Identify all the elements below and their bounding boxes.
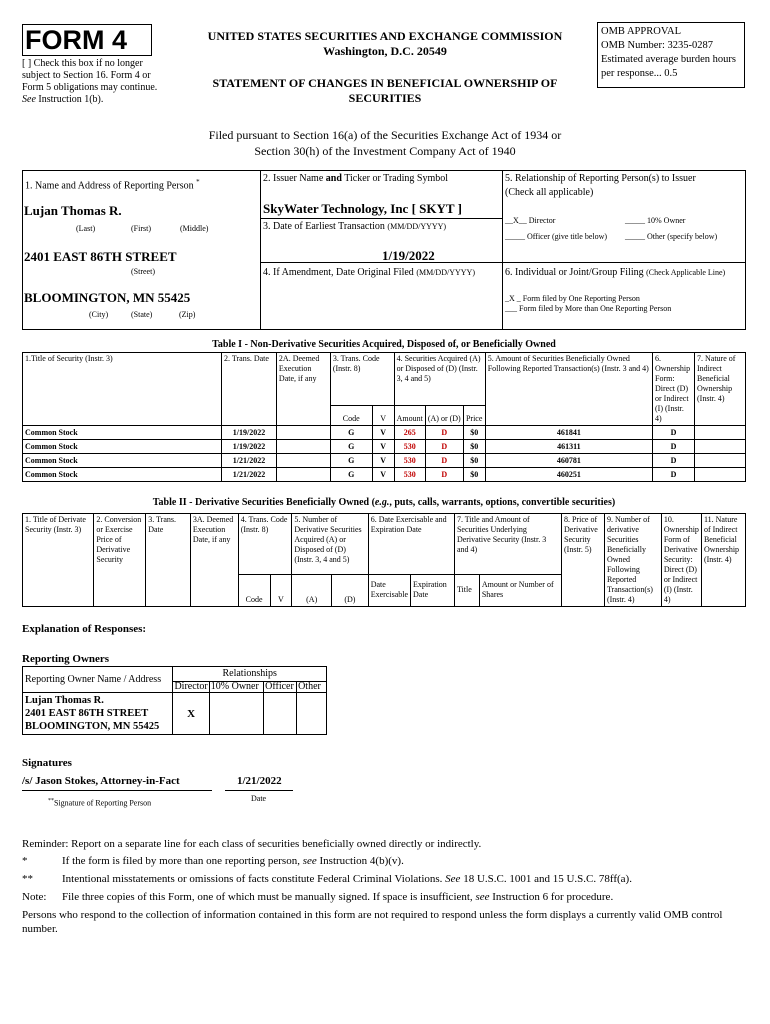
signer-name: /s/ Jason Stokes, Attorney-in-Fact (22, 775, 180, 787)
owner-row-city: BLOOMINGTON, MN 55425 (25, 721, 160, 732)
relationship-label: 5. Relationship of Reporting Person(s) to Issuer (505, 173, 696, 184)
t1-cell-date: 1/21/2022 (222, 454, 277, 468)
t2-code: Code (238, 574, 270, 606)
check-box-text: [ ] Check this box if no longer subject to Section 16. Form 4 or Form 5 obligations may continue. (22, 58, 158, 93)
issuer-value: SkyWater Technology, Inc [ SKYT ] (263, 201, 462, 216)
issuer-label-a: 2. Issuer Name (263, 173, 324, 184)
t1-cell-v: V (372, 454, 394, 468)
owners-heading: Reporting Owners (22, 653, 110, 665)
amend-label-text: 4. If Amendment, Date Original Filed (263, 267, 414, 278)
filed-line-1: Filed pursuant to Section 16(a) of the Securities Exchange Act of 1934 or (208, 128, 562, 142)
t1-cell-code: G (330, 426, 372, 440)
owners-10pct: 10% Owner (209, 682, 263, 693)
t1-h3: 3. Trans. Code (Instr. 8) (330, 353, 394, 406)
t1-cell-empty (276, 454, 330, 468)
filing-check: (Check Applicable Line) (646, 268, 726, 277)
signature-label (48, 796, 151, 809)
t2-title-b: , puts, calls, warrants, options, convertible securities) (389, 497, 616, 508)
owners-table (22, 666, 327, 735)
owner-row-other (297, 693, 327, 735)
t1-h5: 5. Amount of Securities Beneficially Owned Following Reported Transaction(s) (Instr. 3 and 4) (485, 353, 652, 426)
t2-h6: 6. Date Exercisable and Expiration Date (368, 514, 454, 575)
signatures-heading: Signatures (22, 757, 72, 769)
t2-h5: 5. Number of Derivative Securities Acquired (A) or Disposed of (D) (Instr. 3, 4 and 5) (292, 514, 368, 575)
t2-h1: 1. Title of Derivate Security (Instr. 3) (23, 514, 94, 607)
agency-name: UNITED STATES SECURITIES AND EXCHANGE COMMISSION (207, 29, 563, 43)
t1-cell-price: $0 (463, 454, 485, 468)
street-label: (Street) (131, 267, 155, 276)
note-1-see: see (302, 855, 317, 867)
owners-other: Other (297, 682, 327, 693)
t1-cell-title: Common Stock (23, 468, 222, 482)
t1-cell-empty (276, 468, 330, 482)
omb-text (601, 25, 741, 81)
last-label: (Last) (76, 224, 96, 233)
officer-check: _____ Officer (give title below) (505, 232, 608, 241)
issuer-label-and: and (325, 173, 342, 184)
t2-h8: 8. Price of Derivative Security (Instr. 5) (562, 514, 605, 607)
t1-code: Code (330, 405, 372, 425)
note-3-see: see (475, 891, 490, 903)
table1-title: Table I - Non-Derivative Securities Acquired, Disposed of, or Beneficially Owned (212, 339, 556, 350)
t1-cell-form: D (653, 468, 695, 482)
amendment-label (263, 267, 475, 279)
director-check: __X__ Director (505, 216, 556, 225)
state-label: (State) (131, 310, 153, 319)
owners-relationships: Relationships (173, 667, 327, 682)
t2-h10: 10. Ownership Form of Derivative Security: Direct (D) or Indirect (I) (Instr. 4) (661, 514, 701, 607)
t1-cell-empty (276, 426, 330, 440)
t1-cell-title: Common Stock (23, 440, 222, 454)
owner-row-street: 2401 EAST 86TH STREET (25, 708, 149, 719)
owner-row-name: Lujan Thomas R. (25, 695, 104, 706)
t1-cell-ad: D (425, 454, 463, 468)
note-2-see: See (445, 873, 461, 885)
note-2-b: 18 U.S.C. 1001 and 15 U.S.C. 78ff(a). (463, 873, 632, 885)
t1-cell-form: D (653, 454, 695, 468)
note-1-a: If the form is filed by more than one reporting person, (62, 855, 300, 867)
t2-date-ex: Date Exercisable (368, 574, 410, 606)
owner-row-director: X (173, 693, 209, 735)
table-row (23, 468, 746, 482)
note-3-a: File three copies of this Form, one of which must be manually signed. If space is insufficient, (62, 891, 473, 903)
other-check: _____ Other (specify below) (625, 232, 718, 241)
reporter-name: Lujan Thomas R. (24, 203, 122, 218)
t1-cell-ad: D (425, 468, 463, 482)
explanation-heading: Explanation of Responses: (22, 623, 147, 635)
omb-number: OMB Number: 3235-0287 (601, 40, 713, 51)
t1-cell-ad: D (425, 426, 463, 440)
first-label: (First) (131, 224, 151, 233)
table2 (22, 513, 746, 607)
t1-cell-empty (694, 426, 745, 440)
note-2-mark: ** (22, 873, 33, 885)
table2-title (22, 497, 746, 509)
table1 (22, 352, 746, 482)
note-2-a: Intentional misstatements or omissions of facts constitute Federal Criminal Violations. (62, 873, 443, 885)
t1-cell-owned: 460251 (485, 468, 652, 482)
note-2 (62, 873, 632, 885)
owner-row-10pct (209, 693, 263, 735)
t1-h2: 2. Trans. Date (222, 353, 277, 426)
t1-cell-date: 1/19/2022 (222, 440, 277, 454)
t1-cell-v: V (372, 426, 394, 440)
t1-cell-empty (694, 440, 745, 454)
t1-cell-amount: 530 (394, 468, 425, 482)
t2-h4: 4. Trans. Code (Instr. 8) (238, 514, 292, 575)
reminder-note: Reminder: Report on a separate line for each class of securities beneficially owned directly or indirectly. (22, 838, 482, 850)
sig-label-text: Signature of Reporting Person (54, 798, 152, 808)
statement-title: STATEMENT OF CHANGES IN BENEFICIAL OWNERSHIP OF SECURITIES (212, 76, 558, 105)
reporter-city: BLOOMINGTON, MN 55425 (24, 290, 191, 305)
t1-price: Price (463, 405, 485, 425)
asterisk: * (196, 178, 200, 186)
filing-label-text: 6. Individual or Joint/Group Filing (505, 267, 644, 278)
persons-note: Persons who respond to the collection of information contained in this form are not required to respond unless the form displays a currently valid OMB control number. (22, 909, 723, 935)
date-label: Date (251, 794, 267, 803)
t1-amount: Amount (394, 405, 425, 425)
reporter-street: 2401 EAST 86TH STREET (24, 249, 177, 264)
t1-cell-date: 1/19/2022 (222, 426, 277, 440)
t1-cell-form: D (653, 440, 695, 454)
t2-h3a: 3A. Deemed Execution Date, if any (190, 514, 238, 607)
form-title: FORM 4 (25, 25, 128, 55)
t1-aord: (A) or (D) (425, 405, 463, 425)
t1-cell-owned: 461311 (485, 440, 652, 454)
t2-h9: 9. Number of derivative Securities Beneficially Owned Following Reported Transaction(s) (Instr. 4) (604, 514, 661, 607)
t1-cell-empty (276, 440, 330, 454)
table-row (23, 454, 746, 468)
t1-cell-owned: 461841 (485, 426, 652, 440)
note-3-mark: Note: (22, 891, 47, 903)
t1-cell-amount: 265 (394, 426, 425, 440)
t1-h7: 7. Nature of Indirect Beneficial Ownership (Instr. 4) (694, 353, 745, 426)
owner10-check: _____ 10% Owner (625, 216, 686, 225)
table-row (23, 426, 746, 440)
t1-cell-v: V (372, 468, 394, 482)
t1-cell-ad: D (425, 440, 463, 454)
note-1-mark: * (22, 855, 28, 867)
agency-location: Washington, D.C. 20549 (323, 44, 447, 58)
earliest-date-label (263, 221, 446, 233)
form-title-box (22, 24, 152, 56)
t1-cell-code: G (330, 440, 372, 454)
t1-cell-empty (694, 454, 745, 468)
t2-amount-col: Amount or Number of Shares (479, 574, 561, 606)
t2-title-a: Table II - Derivative Securities Beneficially Owned ( (152, 497, 375, 508)
filed-line-2: Section 30(h) of the Investment Company Act of 1940 (254, 144, 516, 158)
omb-burden: Estimated average burden hours per response... 0.5 (601, 54, 736, 79)
t1-cell-price: $0 (463, 426, 485, 440)
issuer-label-b: Ticker or Trading Symbol (344, 173, 449, 184)
sig-star: ** (48, 798, 54, 804)
t1-cell-amount: 530 (394, 440, 425, 454)
omb-title: OMB APPROVAL (601, 26, 682, 37)
reporter-label (25, 176, 200, 192)
t1-h6: 6. Ownership Form: Direct (D) or Indirect (I) (Instr. 4) (653, 353, 695, 426)
t2-exp: Expiration Date (411, 574, 455, 606)
signature-date: 1/21/2022 (237, 775, 282, 787)
t2-d: (D) (332, 574, 369, 606)
t1-cell-price: $0 (463, 468, 485, 482)
t1-cell-date: 1/21/2022 (222, 468, 277, 482)
zip-label: (Zip) (179, 310, 196, 319)
checkbox-note (22, 58, 170, 106)
reporter-label-text: 1. Name and Address of Reporting Person (25, 180, 194, 192)
middle-label: (Middle) (180, 224, 209, 233)
t1-cell-owned: 460781 (485, 454, 652, 468)
instr-ref: Instruction 1(b). (38, 94, 104, 105)
owners-director: Director (174, 681, 208, 692)
date-format: (MM/DD/YYYY) (387, 222, 447, 231)
note-1-b: Instruction 4(b)(v). (319, 855, 404, 867)
table-row (23, 440, 746, 454)
t2-h2: 2. Conversion or Exercise Price of Derivative Security (94, 514, 146, 607)
t1-cell-amount: 530 (394, 454, 425, 468)
t2-title-eg: e.g. (374, 497, 390, 508)
t1-cell-v: V (372, 440, 394, 454)
amend-format: (MM/DD/YYYY) (416, 268, 475, 277)
note-3-b: Instruction 6 for procedure. (492, 891, 614, 903)
t1-cell-form: D (653, 426, 695, 440)
filing-more: ___ Form filed by More than One Reporting Person (505, 304, 672, 313)
earliest-date-value: 1/19/2022 (382, 248, 435, 263)
t2-title-col: Title (454, 574, 479, 606)
t1-cell-title: Common Stock (23, 426, 222, 440)
owners-officer: Officer (264, 682, 297, 693)
t1-h4: 4. Securities Acquired (A) or Disposed of (D) (Instr. 3, 4 and 5) (394, 353, 485, 406)
note-1 (62, 855, 404, 867)
t1-cell-code: G (330, 454, 372, 468)
t2-a: (A) (292, 574, 332, 606)
issuer-label (263, 173, 448, 185)
t1-h1: 1.Title of Security (Instr. 3) (23, 353, 222, 426)
t2-h11: 11. Nature of Indirect Beneficial Ownership (Instr. 4) (701, 514, 745, 607)
relationship-sub: (Check all applicable) (505, 187, 594, 198)
t1-cell-code: G (330, 468, 372, 482)
t2-h3: 3. Trans. Date (146, 514, 191, 607)
owner-row-officer (264, 693, 297, 735)
t1-v: V (372, 405, 394, 425)
owners-col-name: Reporting Owner Name / Address (23, 667, 173, 693)
t2-v: V (270, 574, 292, 606)
filing-label (505, 267, 725, 279)
t2-h7: 7. Title and Amount of Securities Underlying Derivative Security (Instr. 3 and 4) (454, 514, 561, 575)
see-word: See (22, 94, 36, 105)
t1-cell-title: Common Stock (23, 454, 222, 468)
filing-one: _X _ Form filed by One Reporting Person (505, 294, 640, 303)
t1-cell-price: $0 (463, 440, 485, 454)
date-label-text: 3. Date of Earliest Transaction (263, 221, 385, 232)
t1-cell-empty (694, 468, 745, 482)
owner-row-address (23, 693, 173, 735)
city-label: (City) (89, 310, 109, 319)
note-3 (62, 891, 613, 903)
t1-h2a: 2A. Deemed Execution Date, if any (276, 353, 330, 426)
